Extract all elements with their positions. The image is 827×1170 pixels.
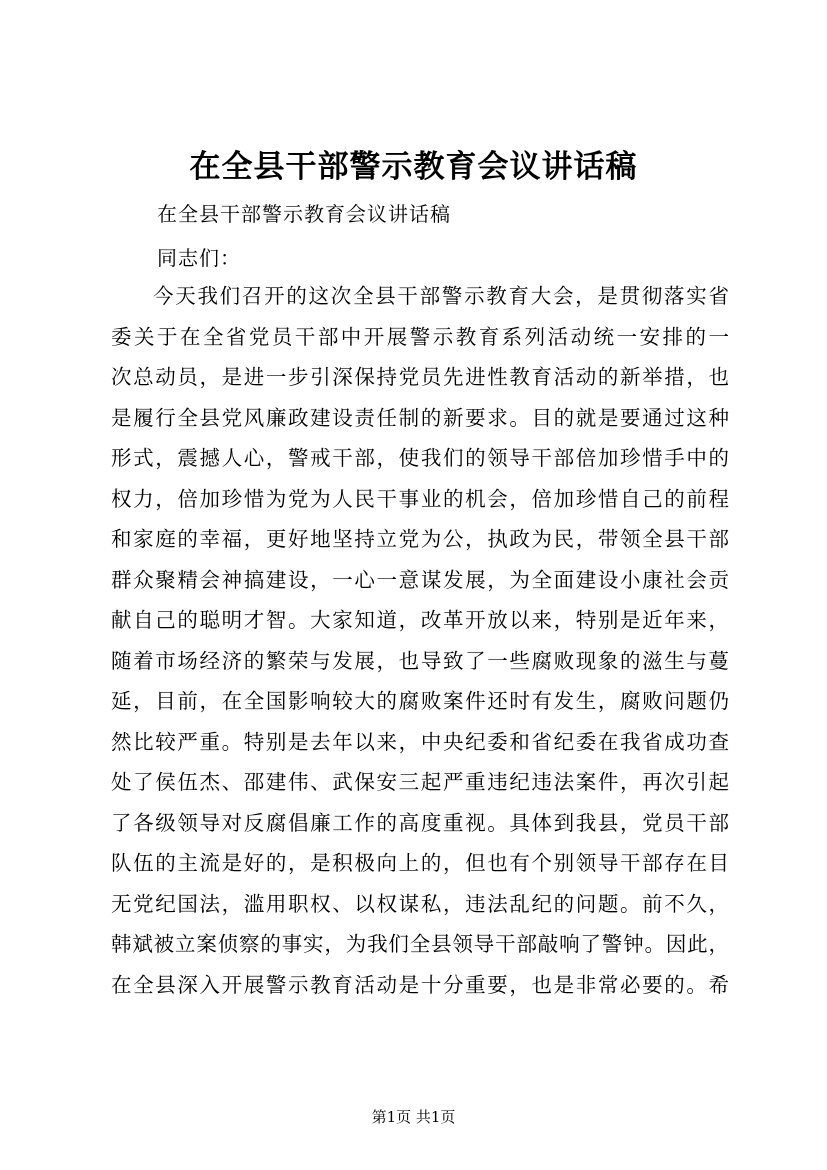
- paragraph-line: 然比较严重。特别是去年以来，中央纪委和省纪委在我省成功查: [111, 729, 729, 754]
- paragraph-line: 无党纪国法，滥用职权、以权谋私，违法乱纪的问题。前不久，: [111, 891, 729, 916]
- paragraph-line: 处了侯伍杰、邵建伟、武保安三起严重违纪违法案件，再次引起: [111, 770, 729, 794]
- paragraph-line: 韩斌被立案侦察的事实，为我们全县领导干部敲响了警钟。因此，: [111, 932, 729, 956]
- paragraph-line: 随着市场经济的繁荣与发展，也导致了一些腐败现象的滋生与蔓: [111, 648, 729, 673]
- paragraph-line: 延，目前，在全国影响较大的腐败案件还时有发生，腐败问题仍: [111, 689, 729, 713]
- paragraph-line: 了各级领导对反腐倡廉工作的高度重视。具体到我县，党员干部: [111, 810, 729, 835]
- paragraph-line: 队伍的主流是好的，是积极向上的，但也有个别领导干部存在目: [111, 851, 729, 875]
- document-subtitle: 在全县干部警示教育会议讲话稿: [157, 202, 451, 226]
- paragraph-line: 委关于在全省党员干部中开展警示教育系列活动统一安排的一: [111, 324, 729, 349]
- paragraph-line: 是履行全县党风廉政建设责任制的新要求。目的就是要通过这种: [111, 405, 729, 430]
- greeting: 同志们：: [157, 246, 241, 270]
- document-title: 在全县干部警示教育会议讲话稿: [189, 149, 638, 185]
- paragraph-line: 在全县深入开展警示教育活动是十分重要，也是非常必要的。希: [111, 972, 729, 997]
- paragraph-line: 群众聚精会神搞建设，一心一意谋发展，为全面建设小康社会贡: [111, 567, 729, 592]
- paragraph-line: 权力，倍加珍惜为党为人民干事业的机会，倍加珍惜自己的前程: [111, 486, 729, 511]
- paragraph-line: 形式，震撼人心，警戒干部，使我们的领导干部倍加珍惜手中的: [111, 446, 729, 470]
- paragraph-line: 次总动员，是进一步引深保持党员先进性教育活动的新举措，也: [111, 365, 729, 389]
- body-paragraph: [111, 276, 729, 1005]
- page-footer: 第1页 共1页: [371, 1108, 456, 1126]
- paragraph-line: 献自己的聪明才智。大家知道，改革开放以来，特别是近年来，: [111, 608, 729, 632]
- paragraph-line: 今天我们召开的这次全县干部警示教育大会，是贯彻落实省: [153, 284, 729, 308]
- paragraph-line: 和家庭的幸福，更好地坚持立党为公，执政为民，带领全县干部: [111, 527, 729, 551]
